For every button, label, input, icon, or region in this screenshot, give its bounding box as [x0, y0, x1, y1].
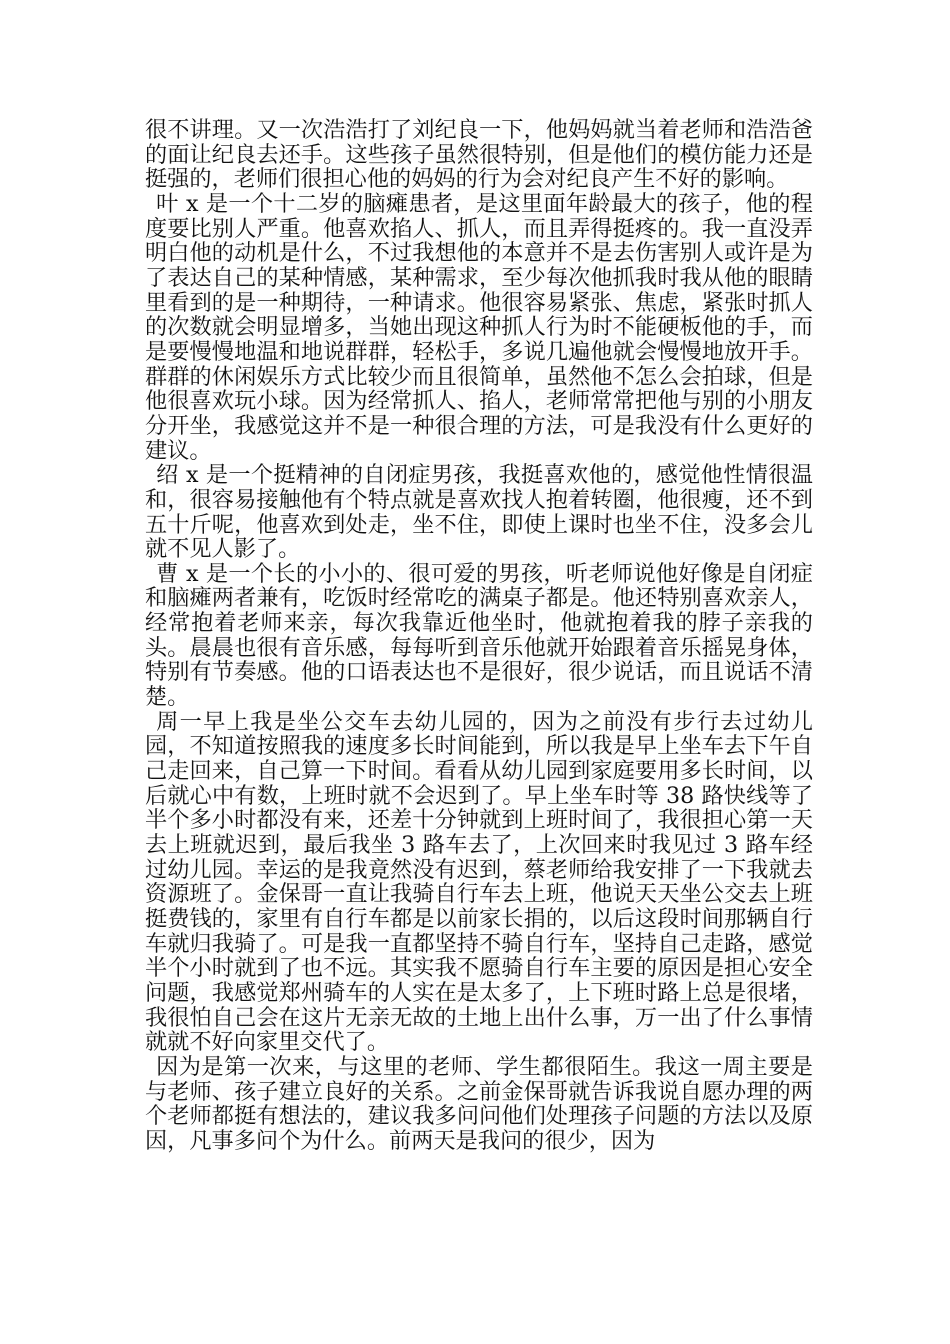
paragraph-monday-commute: 周一早上我是坐公交车去幼儿园的，因为之前没有步行去过幼儿园，不知道按照我的速度多长时间能到，所以我是早上坐车去下午自己走回来，自己算一下时间。看看从幼儿园到家庭要用多长时间，以后就心中有数，上班时就不会迟到了。早上坐车时等 38 路快线等了半个多小时都没有来，还差十分钟就到上班时间了，我很担心第一天去上班就迟到，最后我坐 3 路车去了，上次回来时我见过 3 路车经过幼儿园。幸运的是我竟然没有迟到，蔡老师给我安排了一下我就去资源班了。金保哥一直让我骑自行车去上班，他说天天坐公交去上班挺费钱的，家里有自行车都是以前家长捐的，以后这段时间那辆自行车就归我骑了。可是我一直都坚持不骑自行车，坚持自己走路，感觉半个小时就到了也不远。其实我不愿骑自行车主要的原因是担心安全问题，我感觉郑州骑车的人实在是太多了，上下班时路上总是很堵，我很怕自己会在这片无亲无故的土地上出什么事，万一出了什么事情就就不好向家里交代了。 — [145, 708, 813, 1056]
paragraph-ye-x: 叶 x 是一个十二岁的脑瘫患者，是这里面年龄最大的孩子，他的程度要比别人严重。他喜欢掐人、抓人，而且弄得挺疼的。我一直没弄明白他的动机是什么，不过我想他的本意并不是去伤害别人或许是为了表达自己的某种情感，某种需求，至少每次他抓我时我从他的眼睛里看到的是一种期待，一种请求。他很容易紧张、焦虑，紧张时抓人的次数就会明显增多，当她出现这种抓人行为时不能硬板他的手，而是要慢慢地温和地说群群，轻松手，多说几遍他就会慢慢地放开手。群群的休闲娱乐方式比较少而且很简单，虽然他不怎么会拍球，但是他很喜欢玩小球。因为经常抓人、掐人，老师常常把他与别的小朋友分开坐，我感觉这并不是一种很合理的方法，可是我没有什么更好的建议。 — [145, 190, 813, 464]
paragraph-liu-jiliang: 很不讲理。又一次浩浩打了刘纪良一下，他妈妈就当着老师和浩浩爸的面让纪良去还手。这些孩子虽然很特别，但是他们的模仿能力还是挺强的，老师们很担心他的妈妈的行为会对纪良产生不好的影响。 — [145, 117, 813, 193]
paragraph-first-week: 因为是第一次来，与这里的老师、学生都很陌生。我这一周主要是与老师、孩子建立良好的关系。之前金保哥就告诉我说自愿办理的两个老师都挺有想法的，建议我多问问他们处理孩子问题的方法以及原因，凡事多问个为什么。前两天是我问的很少，因为 — [145, 1053, 813, 1154]
paragraph-shao-x: 绍 x 是一个挺精神的自闭症男孩，我挺喜欢他的，感觉他性情很温和，很容易接触他有个特点就是喜欢找人抱着转圈，他很瘦，还不到五十斤呢，他喜欢到处走，坐不住，即使上课时也坐不住，没多会儿就不见人影了。 — [145, 462, 813, 563]
paragraph-cao-x: 曹 x 是一个长的小小的、很可爱的男孩，听老师说他好像是自闭症和脑瘫两者兼有，吃饭时经常吃的满桌子都是。他还特别喜欢亲人，经常抱着老师来亲，每次我靠近他坐时，他就抱着我的脖子亲我的头。晨晨也很有音乐感，每每听到音乐他就开始跟着音乐摇晃身体，特别有节奏感。他的口语表达也不是很好，很少说话，而且说话不清楚。 — [145, 560, 813, 711]
document-body — [145, 118, 813, 1154]
